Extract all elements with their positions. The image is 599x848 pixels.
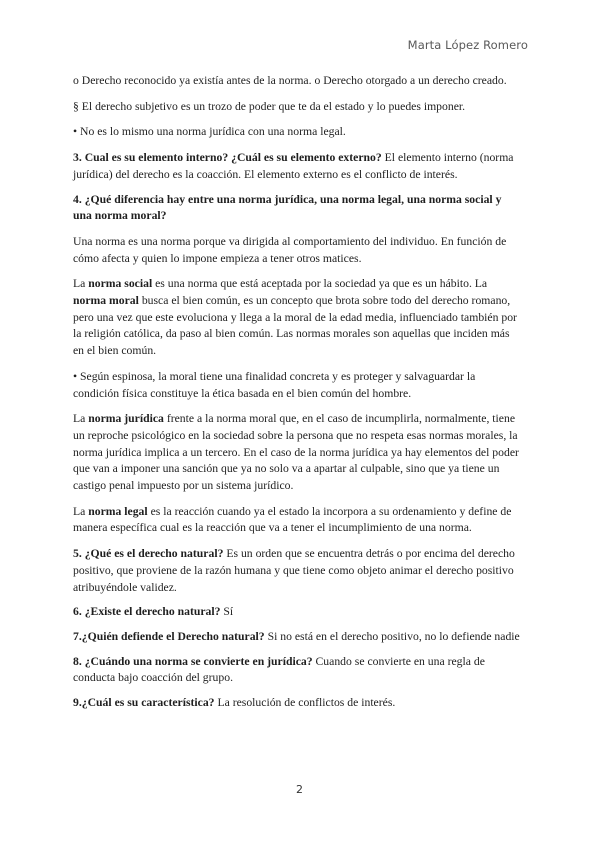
term-norma-social: norma social <box>88 277 153 291</box>
question-5 <box>73 546 520 596</box>
answer-text: Es un orden que se encuentra detrás o por encima del derecho positivo, que proviene de la razón humana y que tiene como objeto animar el derecho positivo atribuyéndole validez. <box>73 547 515 594</box>
question-text: 8. ¿Cuándo una norma se convierte en jurídica? <box>73 654 313 668</box>
paragraph-norma-juridica <box>73 411 520 495</box>
bullet-paragraph: • Según espinosa, la moral tiene una finalidad concreta y es proteger y salvaguardar la condición física constituye la ética basada en el bien común del hombre. <box>73 369 476 400</box>
question-text: 9.¿Cuál es su característica? <box>73 696 215 710</box>
document-body <box>73 73 520 720</box>
question-4 <box>73 192 520 225</box>
question-9 <box>73 695 520 712</box>
question-3 <box>73 150 520 183</box>
text: La <box>73 412 89 426</box>
question-text: 3. Cual es su elemento interno? ¿Cuál es su elemento externo? <box>73 151 382 165</box>
paragraph-norma-social <box>73 276 520 360</box>
answer-text: Sí <box>220 605 234 619</box>
question-text: 6. ¿Existe el derecho natural? <box>73 605 221 619</box>
paragraph-norma-legal <box>73 504 520 537</box>
paragraph: § El derecho subjetivo es un trozo de poder que te da el estado y lo puedes imponer. <box>73 99 466 113</box>
paragraph: Una norma es una norma porque va dirigida al comportamiento del individuo. En función de cómo afecta y quien lo impone empieza a tener otros matices. <box>73 234 507 265</box>
text: busca el bien común, es un concepto que brota sobre todo del derecho romano, pero una vez que este evoluciona y llega a la moral de la edad media, influenciado también por la religión católica, da paso al bien común. Las normas morales son aquellas que inciden más en el bien común. <box>73 294 517 358</box>
term-norma-legal: norma legal <box>88 504 148 518</box>
page-number: 2 <box>296 783 303 796</box>
term-norma-moral: norma moral <box>73 294 139 308</box>
text: es la reacción cuando ya el estado la incorpora a su ordenamiento y define de manera específica cual es la reacción que va a tener el incumplimiento de una norma. <box>73 504 512 535</box>
text: frente a la norma moral que, en el caso de incumplirla, normalmente, tiene un reproche psicológico en la sociedad sobre la persona que no respeta esas normas morales, la norma jurídica implica a un tercero. En el caso de la norma jurídica ya hay elementos del poder que van a imponer una sanción que ya no solo va a apartar al culpable, sino que ya tiene un castigo penal impuesto por un sistema jurídico. <box>73 412 519 493</box>
answer-text: Si no está en el derecho positivo, no lo defiende nadie <box>264 629 520 643</box>
term-norma-juridica: norma jurídica <box>88 412 164 426</box>
question-6 <box>73 604 520 621</box>
question-7 <box>73 629 520 646</box>
paragraph: o Derecho reconocido ya existía antes de la norma. o Derecho otorgado a un derecho creado. <box>73 74 507 87</box>
answer-text: El elemento interno (norma jurídica) del derecho es la coacción. El elemento externo es el conflicto de interés. <box>73 151 514 181</box>
answer-text: La resolución de conflictos de interés. <box>214 696 396 710</box>
question-text: 4. ¿Qué diferencia hay entre una norma jurídica, una norma legal, una norma social y una norma moral? <box>73 192 502 223</box>
bullet-paragraph: • No es lo mismo una norma jurídica con una norma legal. <box>73 125 346 139</box>
text: La <box>73 504 89 518</box>
question-text: 7.¿Quién defiende el Derecho natural? <box>73 629 265 643</box>
answer-text: Cuando se convierte en una regla de conducta bajo coacción del grupo. <box>73 654 485 685</box>
text: es una norma que está aceptada por la sociedad ya que es un hábito. La <box>152 277 488 291</box>
question-8 <box>73 654 520 687</box>
text: La <box>73 277 89 291</box>
page-header-author: Marta López Romero <box>407 38 528 52</box>
question-text: 5. ¿Qué es el derecho natural? <box>73 547 224 561</box>
